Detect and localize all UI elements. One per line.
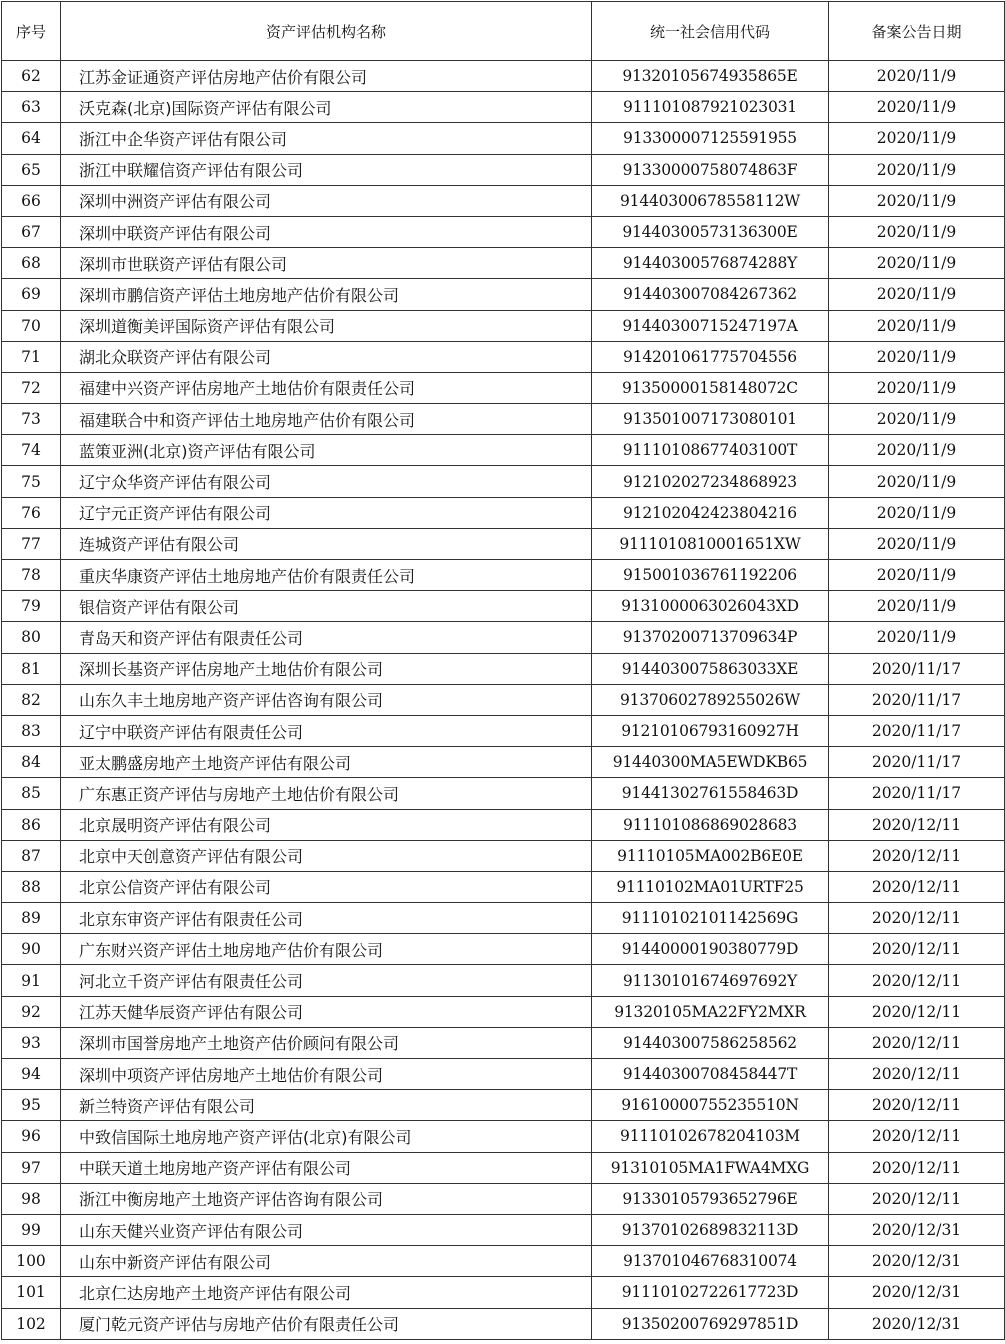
filing-date-cell: 2020/12/11	[829, 1183, 1005, 1214]
table-row	[2, 497, 1005, 528]
filing-date-cell: 2020/11/9	[829, 123, 1005, 154]
credit-code-cell: 91350200769297851D	[592, 1308, 829, 1339]
firm-name-cell: 浙江中衡房地产土地资产评估咨询有限公司	[61, 1183, 592, 1214]
credit-code-cell: 91110105MA002B6E0E	[592, 840, 829, 871]
filing-date-cell: 2020/12/31	[829, 1246, 1005, 1277]
firm-name-cell: 辽宁众华资产评估有限公司	[61, 466, 592, 497]
firm-name-cell: 深圳道衡美评国际资产评估有限公司	[61, 310, 592, 341]
credit-code-cell: 91110102678204103M	[592, 1121, 829, 1152]
filing-date-cell: 2020/12/11	[829, 1152, 1005, 1183]
filing-date-cell: 2020/11/17	[829, 747, 1005, 778]
firm-name-cell: 辽宁中联资产评估有限责任公司	[61, 715, 592, 746]
serial-number-cell: 77	[2, 528, 61, 559]
serial-number-cell: 74	[2, 435, 61, 466]
credit-code-cell: 9144030075863033XE	[592, 653, 829, 684]
credit-code-cell: 912102042423804216	[592, 497, 829, 528]
table-header	[2, 2, 1005, 61]
filing-date-cell: 2020/11/9	[829, 216, 1005, 247]
table-row	[2, 341, 1005, 372]
serial-number-cell: 84	[2, 747, 61, 778]
firm-name-cell: 湖北众联资产评估有限公司	[61, 341, 592, 372]
credit-code-cell: 91610000755235510N	[592, 1090, 829, 1121]
firm-name-cell: 广东惠正资产评估与房地产土地估价有限公司	[61, 778, 592, 809]
serial-number-cell: 89	[2, 903, 61, 934]
filing-date-cell: 2020/11/9	[829, 466, 1005, 497]
credit-code-cell: 915001036761192206	[592, 560, 829, 591]
table-body	[2, 61, 1005, 1340]
filing-date-cell: 2020/11/17	[829, 715, 1005, 746]
table-row	[2, 591, 1005, 622]
serial-number-cell: 78	[2, 560, 61, 591]
table-row	[2, 435, 1005, 466]
filing-date-cell: 2020/11/9	[829, 404, 1005, 435]
credit-code-cell: 913701046768310074	[592, 1246, 829, 1277]
firm-name-cell: 深圳中项资产评估房地产土地估价有限公司	[61, 1059, 592, 1090]
serial-number-cell: 97	[2, 1152, 61, 1183]
table-row	[2, 965, 1005, 996]
serial-number-cell: 73	[2, 404, 61, 435]
filing-date-cell: 2020/11/9	[829, 154, 1005, 185]
serial-number-cell: 76	[2, 497, 61, 528]
header-firm-name: 资产评估机构名称	[61, 2, 592, 61]
filing-date-cell: 2020/12/11	[829, 1059, 1005, 1090]
credit-code-cell: 91440300MA5EWDKB65	[592, 747, 829, 778]
firm-name-cell: 福建联合中和资产评估土地房地产估价有限公司	[61, 404, 592, 435]
table-row	[2, 560, 1005, 591]
serial-number-cell: 70	[2, 310, 61, 341]
filing-date-cell: 2020/11/9	[829, 248, 1005, 279]
firm-name-cell: 福建中兴资产评估房地产土地估价有限责任公司	[61, 372, 592, 403]
table-row	[2, 61, 1005, 92]
firm-name-cell: 深圳中联资产评估有限公司	[61, 216, 592, 247]
credit-code-cell: 913501007173080101	[592, 404, 829, 435]
header-filing-date: 备案公告日期	[829, 2, 1005, 61]
filing-date-cell: 2020/11/17	[829, 778, 1005, 809]
firm-name-cell: 重庆华康资产评估土地房地产估价有限责任公司	[61, 560, 592, 591]
serial-number-cell: 62	[2, 61, 61, 92]
credit-code-cell: 91440300678558112W	[592, 185, 829, 216]
filing-date-cell: 2020/11/9	[829, 310, 1005, 341]
firm-name-cell: 中联天道土地房地产资产评估有限公司	[61, 1152, 592, 1183]
filing-date-cell: 2020/11/9	[829, 92, 1005, 123]
table-row	[2, 310, 1005, 341]
serial-number-cell: 86	[2, 809, 61, 840]
table-row	[2, 1059, 1005, 1090]
filing-date-cell: 2020/12/11	[829, 1121, 1005, 1152]
firm-name-cell: 深圳长基资产评估房地产土地估价有限公司	[61, 653, 592, 684]
serial-number-cell: 66	[2, 185, 61, 216]
firm-name-cell: 辽宁元正资产评估有限公司	[61, 497, 592, 528]
table-row	[2, 1027, 1005, 1058]
firm-name-cell: 银信资产评估有限公司	[61, 591, 592, 622]
credit-code-cell: 91440300708458447T	[592, 1059, 829, 1090]
appraisal-firms-table	[1, 1, 1005, 1340]
serial-number-cell: 95	[2, 1090, 61, 1121]
filing-date-cell: 2020/12/31	[829, 1308, 1005, 1339]
filing-date-cell: 2020/11/9	[829, 622, 1005, 653]
table-row	[2, 1152, 1005, 1183]
serial-number-cell: 67	[2, 216, 61, 247]
serial-number-cell: 85	[2, 778, 61, 809]
firm-name-cell: 河北立千资产评估有限责任公司	[61, 965, 592, 996]
serial-number-cell: 63	[2, 92, 61, 123]
filing-date-cell: 2020/12/11	[829, 809, 1005, 840]
firm-name-cell: 中致信国际土地房地产资产评估(北京)有限公司	[61, 1121, 592, 1152]
credit-code-cell: 914403007586258562	[592, 1027, 829, 1058]
table-row	[2, 871, 1005, 902]
serial-number-cell: 93	[2, 1027, 61, 1058]
header-row	[2, 2, 1005, 61]
serial-number-cell: 64	[2, 123, 61, 154]
table-row	[2, 92, 1005, 123]
table-row	[2, 466, 1005, 497]
firm-name-cell: 山东天健兴业资产评估有限公司	[61, 1214, 592, 1245]
serial-number-cell: 65	[2, 154, 61, 185]
filing-date-cell: 2020/11/17	[829, 653, 1005, 684]
table-row	[2, 684, 1005, 715]
firm-name-cell: 深圳市国誉房地产土地资产估价顾问有限公司	[61, 1027, 592, 1058]
credit-code-cell: 91110108677403100T	[592, 435, 829, 466]
credit-code-cell: 9131000063026043XD	[592, 591, 829, 622]
credit-code-cell: 91370602789255026W	[592, 684, 829, 715]
table-row	[2, 1277, 1005, 1308]
serial-number-cell: 91	[2, 965, 61, 996]
serial-number-cell: 88	[2, 871, 61, 902]
filing-date-cell: 2020/12/31	[829, 1214, 1005, 1245]
firm-name-cell: 沃克森(北京)国际资产评估有限公司	[61, 92, 592, 123]
serial-number-cell: 80	[2, 622, 61, 653]
filing-date-cell: 2020/12/11	[829, 903, 1005, 934]
filing-date-cell: 2020/12/11	[829, 996, 1005, 1027]
table-row	[2, 1121, 1005, 1152]
firm-name-cell: 深圳中洲资产评估有限公司	[61, 185, 592, 216]
firm-name-cell: 深圳市世联资产评估有限公司	[61, 248, 592, 279]
table-row	[2, 185, 1005, 216]
filing-date-cell: 2020/11/9	[829, 185, 1005, 216]
firm-name-cell: 连城资产评估有限公司	[61, 528, 592, 559]
filing-date-cell: 2020/11/9	[829, 435, 1005, 466]
table-row	[2, 404, 1005, 435]
filing-date-cell: 2020/12/11	[829, 871, 1005, 902]
credit-code-cell: 91350000158148072C	[592, 372, 829, 403]
serial-number-cell: 69	[2, 279, 61, 310]
serial-number-cell: 99	[2, 1214, 61, 1245]
credit-code-cell: 91440300715247197A	[592, 310, 829, 341]
credit-code-cell: 91110102101142569G	[592, 903, 829, 934]
table-row	[2, 653, 1005, 684]
credit-code-cell: 913300007125591955	[592, 123, 829, 154]
serial-number-cell: 92	[2, 996, 61, 1027]
firm-name-cell: 广东财兴资产评估土地房地产估价有限公司	[61, 934, 592, 965]
table-row	[2, 1214, 1005, 1245]
firm-name-cell: 江苏天健华辰资产评估有限公司	[61, 996, 592, 1027]
filing-date-cell: 2020/11/9	[829, 591, 1005, 622]
table-row	[2, 1308, 1005, 1339]
filing-date-cell: 2020/11/9	[829, 279, 1005, 310]
filing-date-cell: 2020/12/11	[829, 1090, 1005, 1121]
serial-number-cell: 68	[2, 248, 61, 279]
serial-number-cell: 101	[2, 1277, 61, 1308]
credit-code-cell: 91440000190380779D	[592, 934, 829, 965]
filing-date-cell: 2020/11/17	[829, 684, 1005, 715]
credit-code-cell: 9111010810001651XW	[592, 528, 829, 559]
filing-date-cell: 2020/12/11	[829, 934, 1005, 965]
filing-date-cell: 2020/11/9	[829, 497, 1005, 528]
table-row	[2, 778, 1005, 809]
credit-code-cell: 91441302761558463D	[592, 778, 829, 809]
firm-name-cell: 青岛天和资产评估有限责任公司	[61, 622, 592, 653]
filing-date-cell: 2020/12/11	[829, 1027, 1005, 1058]
serial-number-cell: 100	[2, 1246, 61, 1277]
header-serial-no: 序号	[2, 2, 61, 61]
filing-date-cell: 2020/11/9	[829, 61, 1005, 92]
table-row	[2, 996, 1005, 1027]
credit-code-cell: 91330000758074863F	[592, 154, 829, 185]
serial-number-cell: 96	[2, 1121, 61, 1152]
filing-date-cell: 2020/11/9	[829, 372, 1005, 403]
firm-name-cell: 江苏金证通资产评估房地产估价有限公司	[61, 61, 592, 92]
firm-name-cell: 北京东审资产评估有限责任公司	[61, 903, 592, 934]
credit-code-cell: 91440300573136300E	[592, 216, 829, 247]
table-row	[2, 248, 1005, 279]
table-row	[2, 528, 1005, 559]
serial-number-cell: 82	[2, 684, 61, 715]
serial-number-cell: 87	[2, 840, 61, 871]
firm-name-cell: 新兰特资产评估有限公司	[61, 1090, 592, 1121]
credit-code-cell: 91370102689832113D	[592, 1214, 829, 1245]
serial-number-cell: 102	[2, 1308, 61, 1339]
credit-code-cell: 911101086869028683	[592, 809, 829, 840]
firm-name-cell: 北京公信资产评估有限公司	[61, 871, 592, 902]
credit-code-cell: 91210106793160927H	[592, 715, 829, 746]
table-row	[2, 154, 1005, 185]
credit-code-cell: 91440300576874288Y	[592, 248, 829, 279]
table-row	[2, 1183, 1005, 1214]
firm-name-cell: 浙江中联耀信资产评估有限公司	[61, 154, 592, 185]
table-row	[2, 1246, 1005, 1277]
credit-code-cell: 914201061775704556	[592, 341, 829, 372]
table-row	[2, 903, 1005, 934]
credit-code-cell: 911101087921023031	[592, 92, 829, 123]
table-row	[2, 715, 1005, 746]
filing-date-cell: 2020/11/9	[829, 341, 1005, 372]
credit-code-cell: 91110102MA01URTF25	[592, 871, 829, 902]
firm-name-cell: 亚太鹏盛房地产土地资产评估有限公司	[61, 747, 592, 778]
credit-code-cell: 91330105793652796E	[592, 1183, 829, 1214]
filing-date-cell: 2020/11/9	[829, 560, 1005, 591]
credit-code-cell: 91130101674697692Y	[592, 965, 829, 996]
table-row	[2, 123, 1005, 154]
firm-name-cell: 蓝策亚洲(北京)资产评估有限公司	[61, 435, 592, 466]
table-row	[2, 809, 1005, 840]
credit-code-cell: 912102027234868923	[592, 466, 829, 497]
serial-number-cell: 98	[2, 1183, 61, 1214]
table-row	[2, 1090, 1005, 1121]
filing-date-cell: 2020/12/11	[829, 840, 1005, 871]
firm-name-cell: 北京仁达房地产土地资产评估有限公司	[61, 1277, 592, 1308]
filing-date-cell: 2020/12/31	[829, 1277, 1005, 1308]
firm-name-cell: 山东中新资产评估有限公司	[61, 1246, 592, 1277]
credit-code-cell: 91310105MA1FWA4MXG	[592, 1152, 829, 1183]
credit-code-cell: 91370200713709634P	[592, 622, 829, 653]
serial-number-cell: 81	[2, 653, 61, 684]
table-row	[2, 279, 1005, 310]
table-row	[2, 622, 1005, 653]
serial-number-cell: 79	[2, 591, 61, 622]
firm-name-cell: 深圳市鹏信资产评估土地房地产估价有限公司	[61, 279, 592, 310]
firm-name-cell: 厦门乾元资产评估与房地产估价有限责任公司	[61, 1308, 592, 1339]
firm-name-cell: 北京晟明资产评估有限公司	[61, 809, 592, 840]
credit-code-cell: 91320105674935865E	[592, 61, 829, 92]
filing-date-cell: 2020/12/11	[829, 965, 1005, 996]
serial-number-cell: 90	[2, 934, 61, 965]
table-row	[2, 216, 1005, 247]
firm-name-cell: 山东久丰土地房地产资产评估咨询有限公司	[61, 684, 592, 715]
serial-number-cell: 71	[2, 341, 61, 372]
credit-code-cell: 914403007084267362	[592, 279, 829, 310]
firm-name-cell: 北京中天创意资产评估有限公司	[61, 840, 592, 871]
serial-number-cell: 75	[2, 466, 61, 497]
serial-number-cell: 83	[2, 715, 61, 746]
table-row	[2, 934, 1005, 965]
serial-number-cell: 72	[2, 372, 61, 403]
firm-name-cell: 浙江中企华资产评估有限公司	[61, 123, 592, 154]
table-row	[2, 372, 1005, 403]
header-credit-code: 统一社会信用代码	[592, 2, 829, 61]
table-row	[2, 747, 1005, 778]
credit-code-cell: 91320105MA22FY2MXR	[592, 996, 829, 1027]
filing-date-cell: 2020/11/9	[829, 528, 1005, 559]
table-row	[2, 840, 1005, 871]
credit-code-cell: 91110102722617723D	[592, 1277, 829, 1308]
serial-number-cell: 94	[2, 1059, 61, 1090]
